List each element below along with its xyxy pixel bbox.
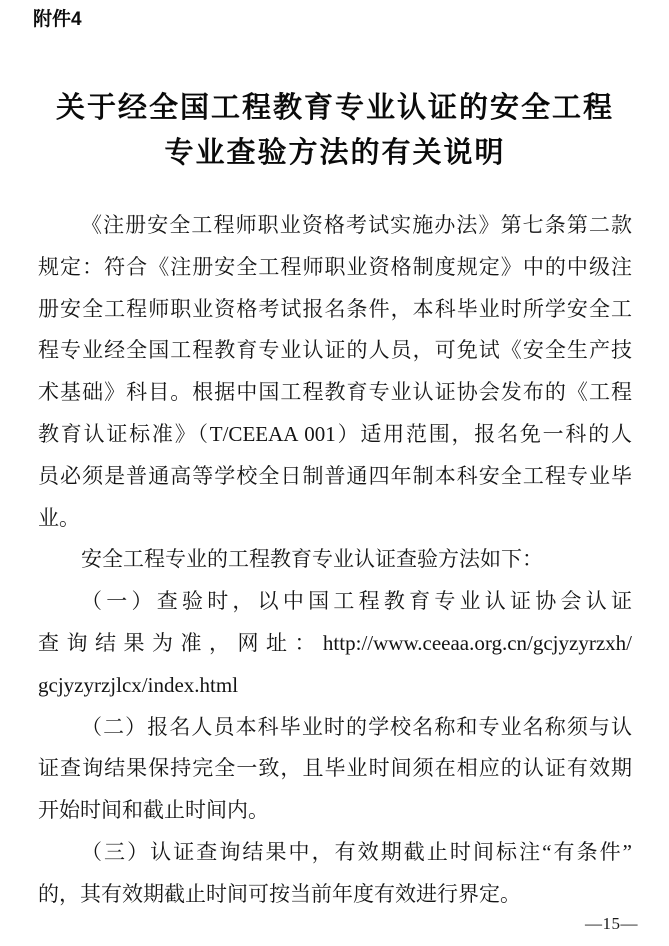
- body-line: 查询结果为准，网址：http://www.ceeaa.org.cn/gcjyzyrzxh/: [38, 630, 632, 655]
- body-line: 教育认证标准》（T/CEEAA 001）适用范围，报名免一科的人: [38, 421, 632, 446]
- document-title-line-2: 专业查验方法的有关说明: [164, 137, 506, 169]
- body-line: （三）认证查询结果中，有效期截止时间标注“有条件”: [81, 839, 632, 864]
- body-line: （一）查验时，以中国工程教育专业认证协会认证: [81, 589, 632, 614]
- page-number: —15—: [585, 914, 638, 933]
- body-line: 安全工程专业的工程教育专业认证查验方法如下：: [81, 547, 543, 572]
- document-title: [38, 86, 632, 176]
- body-line: （二）报名人员本科毕业时的学校名称和专业名称须与认: [81, 714, 632, 739]
- body-line: 开始时间和截止时间内。: [38, 798, 269, 823]
- body-line: 册安全工程师职业资格考试报名条件，本科毕业时所学安全工: [38, 296, 632, 321]
- document-body: [38, 205, 632, 916]
- body-line: 规定：符合《注册安全工程师职业资格制度规定》中的中级注: [38, 254, 632, 279]
- body-line: 程专业经全国工程教育专业认证的人员，可免试《安全生产技: [38, 338, 632, 363]
- body-line: 证查询结果保持完全一致，且毕业时间须在相应的认证有效期: [38, 756, 632, 781]
- body-line: 术基础》科目。根据中国工程教育专业认证协会发布的《工程: [38, 380, 632, 405]
- attachment-label: 附件4: [33, 9, 82, 30]
- document-title-line-1: 关于经全国工程教育专业认证的安全工程: [55, 92, 614, 124]
- body-line: 的，其有效期截止时间可按当前年度有效进行界定。: [38, 881, 521, 906]
- body-line: gcjyzyrzjlcx/index.html: [38, 672, 239, 697]
- body-line: 《注册安全工程师职业资格考试实施办法》第七条第二款: [81, 213, 632, 237]
- body-line: 业。: [38, 505, 80, 530]
- body-line: 员必须是普通高等学校全日制普通四年制本科安全工程专业毕: [38, 463, 632, 488]
